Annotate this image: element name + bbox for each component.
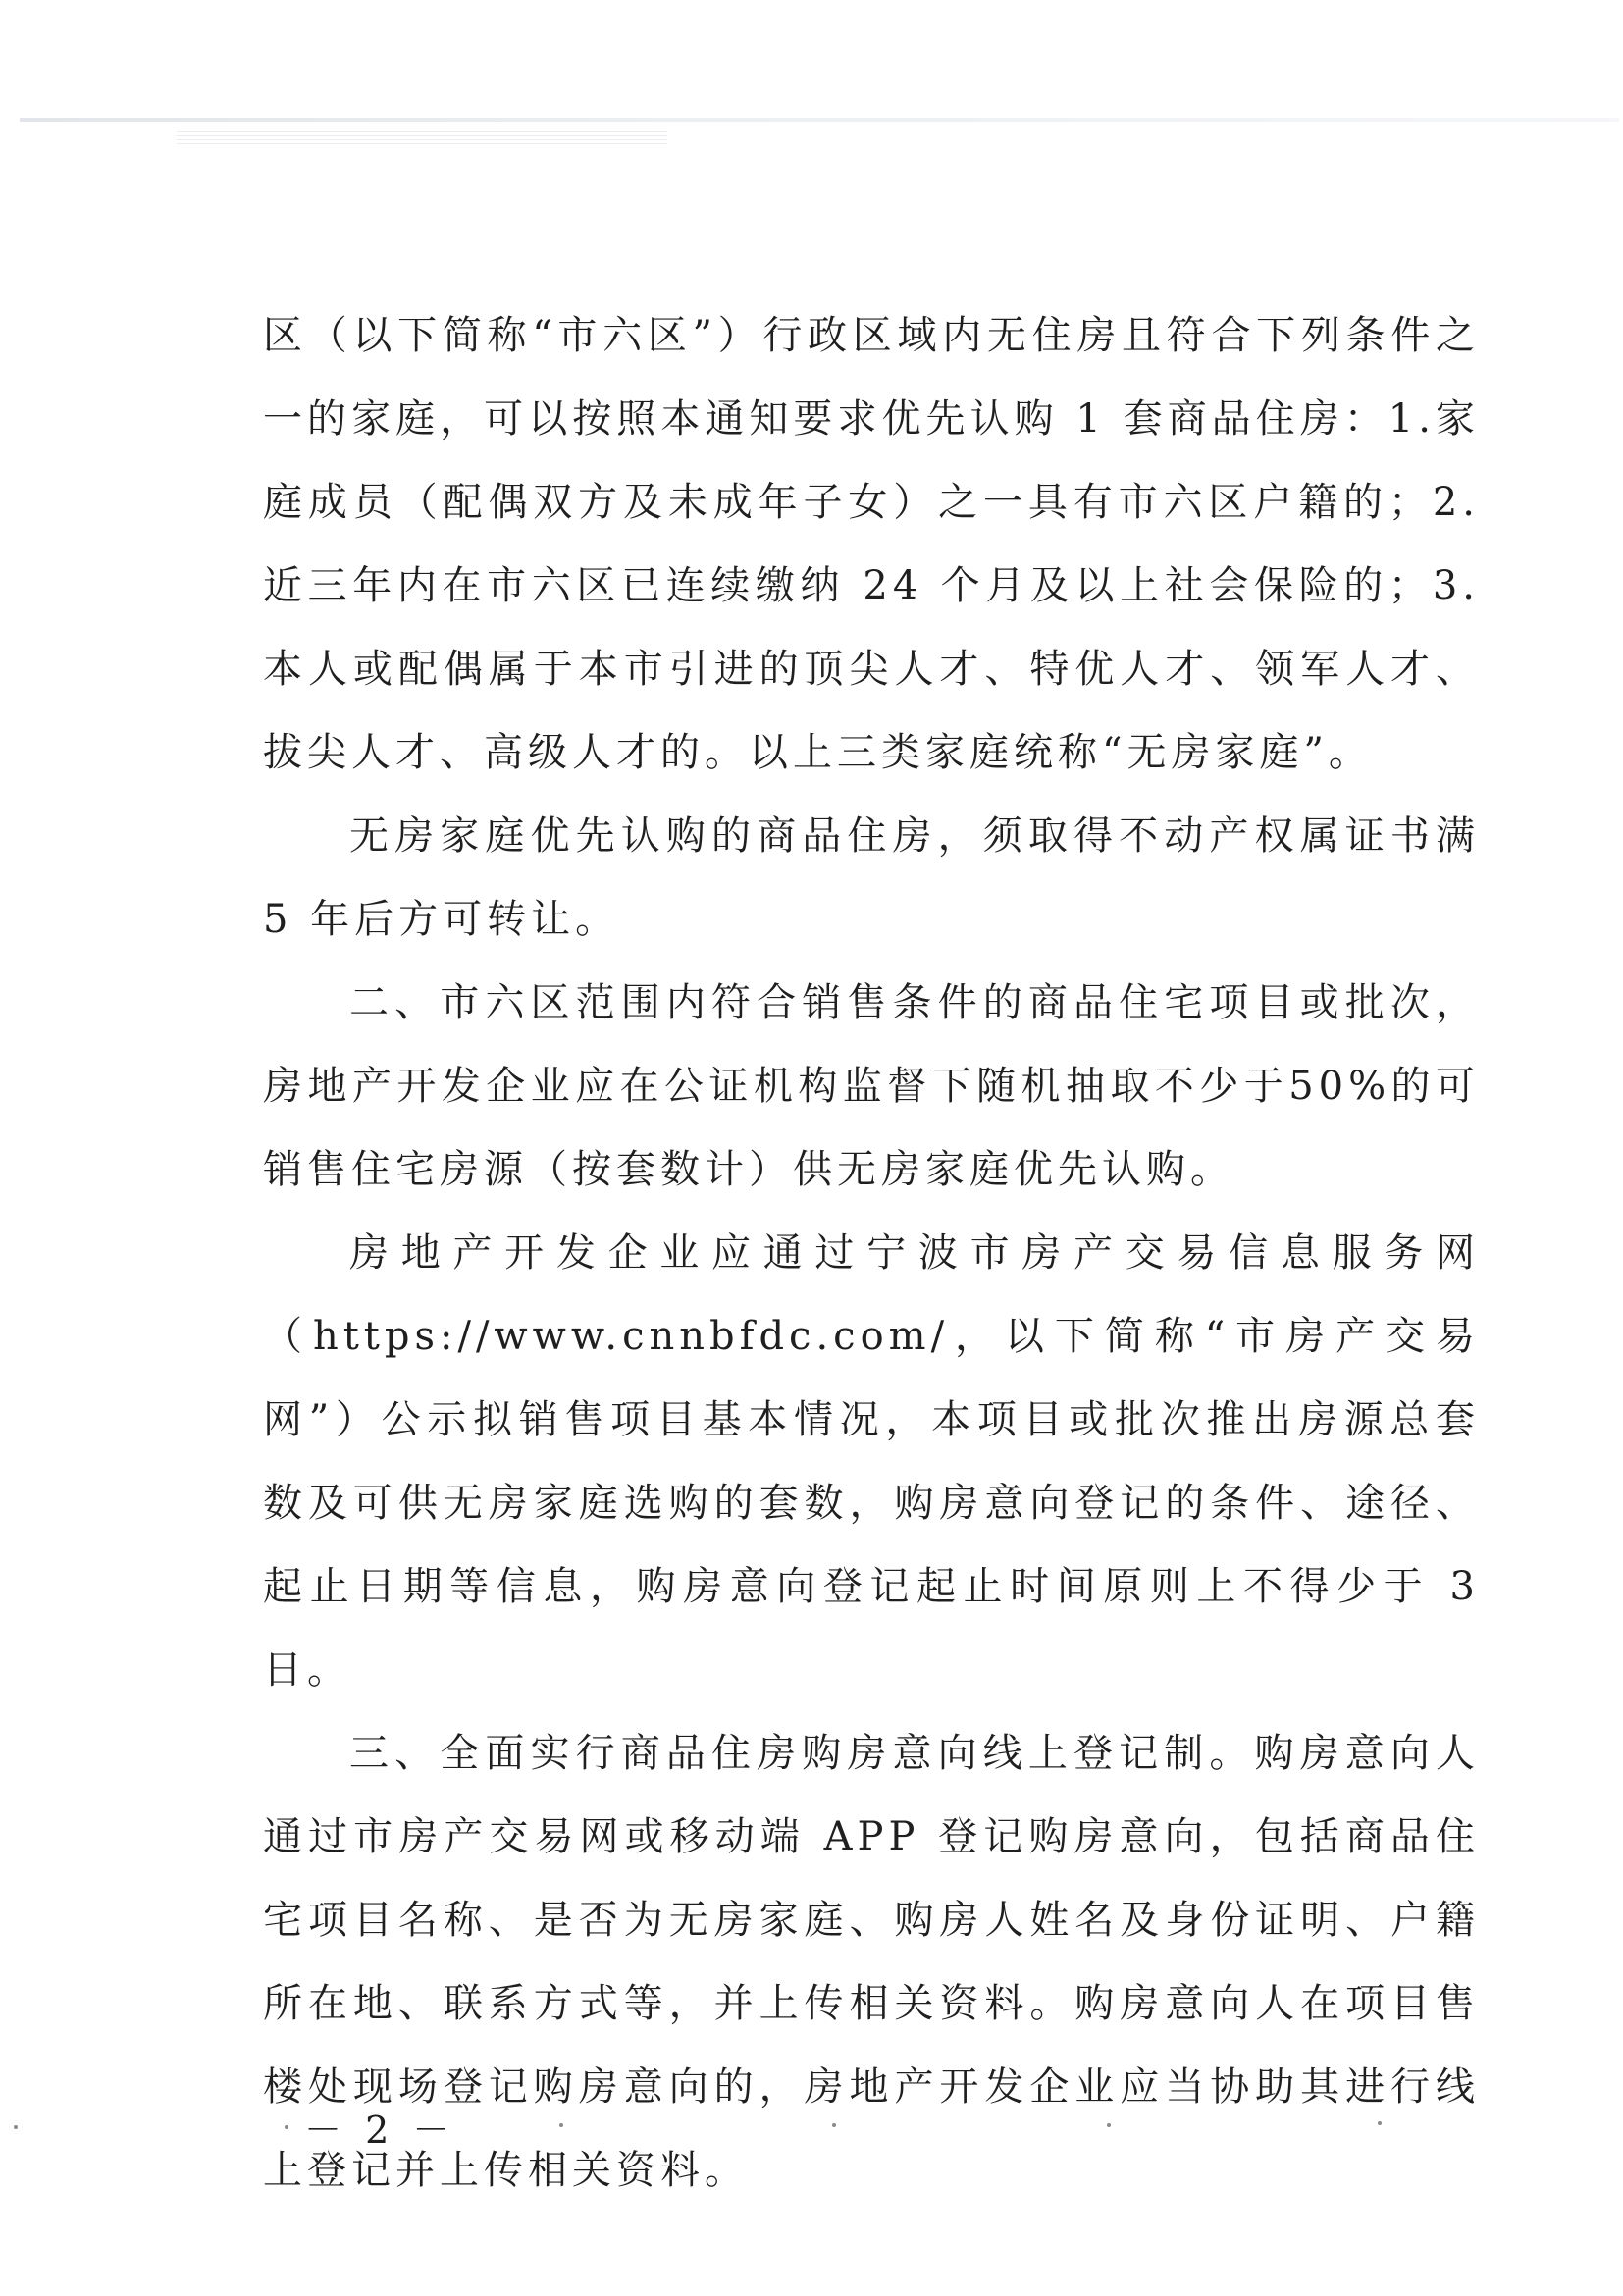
scan-dot [559,2123,563,2127]
scan-artifact-header [177,131,667,145]
paragraph-publicity: 房地产开发企业应通过宁波市房产交易信息服务网（https://www.cnnbfdc.com/，以下简称“市房产交易网”）公示拟销售项目基本情况，本项目或批次推出房源总套数及可供无房家庭选购的套数，购房意向登记的条件、途径、起止日期等信息，购房意向登记起止时间原则上不得少于 3 日。 [263,1230,1480,1693]
scan-dot [1107,2123,1111,2127]
scan-artifact-top [20,118,1619,122]
page-number: － 2 － [304,2109,456,2152]
paragraph-continued: 区（以下简称“市六区”）行政区域内无住房且符合下列条件之一的家庭，可以按照本通知要求优先认购 1 套商品住房：1.家庭成员（配偶双方及未成年子女）之一具有市六区户籍的；2.近三年内在市六区已连续缴纳 24 个月及以上社会保险的；3.本人或配偶属于本市引进的顶尖人才、特优人才、领军人才、拔尖人才、高级人才的。以上三类家庭统称“无房家庭”。 [263,313,1480,775]
scan-dot [285,2125,288,2129]
scan-dot [1378,2121,1382,2125]
paragraph-section-three: 三、全面实行商品住房购房意向线上登记制。购房意向人通过市房产交易网或移动端 APP 登记购房意向，包括商品住宅项目名称、是否为无房家庭、购房人姓名及身份证明、户籍所在地、联系方式等，并上传相关资料。购房意向人在项目售楼处现场登记购房意向的，房地产开发企业应当协助其进行线上登记并上传相关资料。 [263,1731,1480,2193]
paragraph-transfer-rule: 无房家庭优先认购的商品住房，须取得不动产权属证书满 5 年后方可转让。 [263,813,1480,942]
document-body [263,294,1480,2213]
scan-dot [832,2123,836,2127]
paragraph-section-two: 二、市六区范围内符合销售条件的商品住宅项目或批次，房地产开发企业应在公证机构监督下随机抽取不少于50%的可销售住宅房源（按套数计）供无房家庭优先认购。 [263,980,1480,1192]
scan-dot [14,2125,18,2129]
